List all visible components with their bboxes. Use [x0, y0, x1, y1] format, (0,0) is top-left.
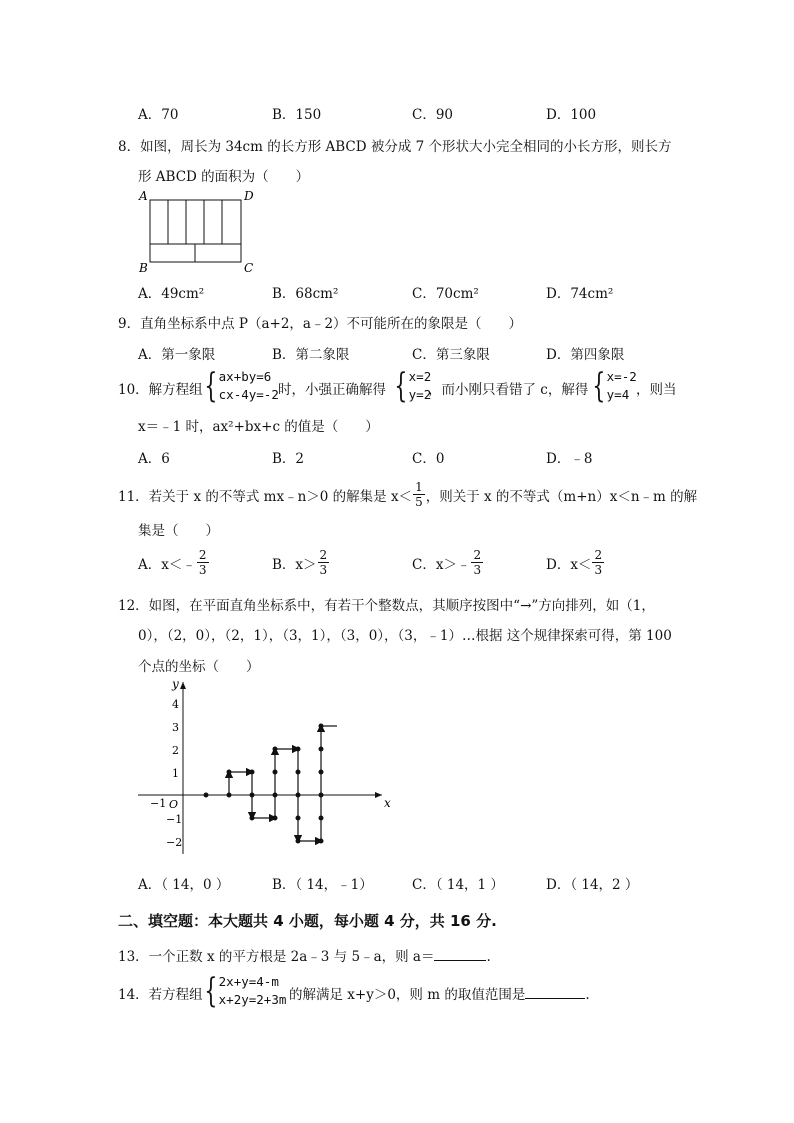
x-axis-label: x	[384, 796, 391, 810]
q10-text-line2: x＝﹣1 时，ax²+bx+c 的值是（ ）	[138, 419, 379, 435]
q11-option-a-pre: A．x＜﹣	[138, 556, 196, 573]
q10-sys1-eq1: ax+by=6	[218, 369, 272, 384]
y-tick-neg1: −1	[166, 813, 183, 826]
label-c: C	[244, 261, 254, 275]
y-axis-label: y	[172, 677, 179, 691]
frac-num: 2	[594, 548, 603, 562]
q9-option-a: A．第一象限	[138, 347, 216, 363]
q11-post: ，则关于 x 的不等式（m+n）x＜n﹣m 的解	[425, 488, 698, 505]
q12-coordinate-plot	[130, 672, 400, 862]
q14-prefix: 14．若方程组	[118, 987, 203, 1003]
q12-option-d: D．（ 14，2 ）	[546, 877, 639, 893]
q14-suffix: 的解满足 x+y＞0，则 m 的取值范围是	[289, 987, 526, 1003]
q10-sys1-eq2: cx-4y=-2	[218, 387, 279, 402]
q10-system-3: { x=-2 y=4	[592, 366, 637, 406]
q12-text-line1: 12．如图，在平面直角坐标系中，有若干个整数点，其顺序按图中“→”方向排列，如（1，	[118, 598, 655, 614]
q10-sys2-eq2: y=2	[408, 387, 432, 402]
q12-option-a: A．（ 14，0 ）	[138, 877, 230, 893]
q8-option-d: D．74cm²	[546, 286, 614, 302]
q8-text-line2: 形 ABCD 的面积为（ ）	[138, 169, 310, 185]
q12-option-b: B．（ 14，﹣1）	[272, 877, 373, 893]
q8-text-line1: 8．如图，周长为 34cm 的长方形 ABCD 被分成 7 个形状大小完全相同的小长方形，则长方	[118, 139, 672, 155]
q14-eq2: x+2y=2+3m	[218, 992, 287, 1007]
q11-frac-num: 1	[415, 480, 423, 494]
frac-den: 3	[473, 563, 482, 577]
q10-suffix: ，则当	[636, 382, 677, 398]
y-tick-1: 1	[172, 767, 179, 780]
q9-option-b: B．第二象限	[272, 347, 350, 363]
label-d: D	[244, 189, 254, 203]
q8-option-b: B．68cm²	[272, 286, 339, 302]
frac-num: 2	[198, 548, 207, 562]
q11-option-b-pre: B．x＞	[272, 556, 317, 573]
section-2-heading: 二、填空题：本大题共 4 小题，每小题 4 分，共 16 分.	[118, 912, 497, 930]
frac-num: 2	[473, 548, 482, 562]
q11-text-line1	[118, 480, 697, 509]
q10-prefix: 10．解方程组	[118, 382, 203, 398]
q10-option-b: B．2	[272, 451, 305, 467]
q14-suffix-line	[289, 983, 590, 1003]
q14-answer-blank[interactable]	[525, 986, 585, 999]
q7-option-c: C．90	[412, 107, 454, 123]
q11-text-line2: 集是（ ）	[138, 523, 219, 539]
y-tick-4: 4	[172, 698, 179, 711]
q11-option-a-frac	[197, 548, 209, 577]
q10-option-a: A．6	[138, 451, 170, 467]
frac-den: 3	[198, 563, 207, 577]
q9-option-d: D．第四象限	[546, 347, 625, 363]
q11-option-b-frac	[318, 548, 330, 577]
frac-num: 2	[319, 548, 328, 562]
x-tick-neg1: −1	[150, 797, 167, 810]
q10-sys3-eq1: x=-2	[606, 369, 637, 384]
frac-den: 3	[594, 563, 603, 577]
q11-option-c-pre: C．x＞﹣	[412, 556, 471, 573]
q8-option-c: C．70cm²	[412, 286, 479, 302]
q11-option-d-pre: D．x＜	[546, 556, 592, 573]
q14-end: .	[585, 987, 590, 1003]
y-tick-3: 3	[172, 721, 179, 734]
q11-option-c-frac	[471, 548, 483, 577]
label-a: A	[139, 189, 148, 203]
q14-eq1: 2x+y=4-m	[218, 974, 279, 989]
y-tick-2: 2	[172, 744, 179, 757]
q12-text-line2: 0），（2，0），（2，1），（3，1），（3，0），（3，﹣1）…根据 这个规律探索可得，第 100	[138, 628, 672, 644]
q10-sys2-eq1: x=2	[408, 369, 432, 384]
point-path	[229, 726, 337, 841]
y-axis-arrow-icon	[180, 682, 186, 689]
q14-system: { 2x+y=4-m x+2y=2+3m	[204, 971, 287, 1011]
q8-option-a: A．49cm²	[138, 286, 205, 302]
q12-option-c: C．（ 14，1 ）	[412, 877, 504, 893]
q10-option-d: D．﹣8	[546, 451, 593, 467]
q11-option-c	[412, 548, 484, 577]
q10-sys3-eq2: y=4	[606, 387, 630, 402]
q11-option-b	[272, 548, 330, 577]
q11-option-d-frac	[592, 548, 604, 577]
q11-pre: 11．若关于 x 的不等式 mx﹣n＞0 的解集是 x＜	[118, 488, 413, 505]
q10-mid2: ，而小刚只看错了 c，解得	[428, 382, 589, 398]
q10-system-2: { x=2 y=2	[394, 366, 432, 406]
q13-body: 13．一个正数 x 的平方根是 2a﹣3 与 5﹣a，则 a＝	[118, 949, 435, 965]
integer-points	[204, 724, 324, 844]
q11-fraction	[413, 480, 425, 509]
q11-frac-den: 5	[415, 495, 423, 509]
q13-answer-blank[interactable]	[434, 948, 486, 961]
q11-option-d	[546, 548, 605, 577]
y-tick-neg2: −2	[166, 836, 183, 849]
q13-end: .	[486, 949, 491, 965]
q13-text	[118, 945, 491, 965]
q10-mid1: 时，小强正确解得	[278, 382, 386, 398]
label-b: B	[139, 261, 148, 275]
x-axis-arrow-icon	[375, 792, 382, 798]
q9-option-c: C．第三象限	[412, 347, 490, 363]
q11-option-a	[138, 548, 210, 577]
q7-option-b: B．150	[272, 107, 322, 123]
q12-text-line3: 个点的坐标（ ）	[138, 659, 260, 675]
q7-option-a: A．70	[138, 107, 179, 123]
origin-label: O	[169, 798, 179, 811]
frac-den: 3	[319, 563, 328, 577]
q10-option-c: C．0	[412, 451, 445, 467]
q10-system-1: { ax+by=6 cx-4y=-2	[204, 366, 279, 406]
q8-rectangle-figure	[136, 188, 260, 276]
q9-text: 9．直角坐标系中点 P（a+2，a﹣2）不可能所在的象限是（ ）	[118, 316, 523, 332]
q7-option-d: D．100	[546, 107, 597, 123]
